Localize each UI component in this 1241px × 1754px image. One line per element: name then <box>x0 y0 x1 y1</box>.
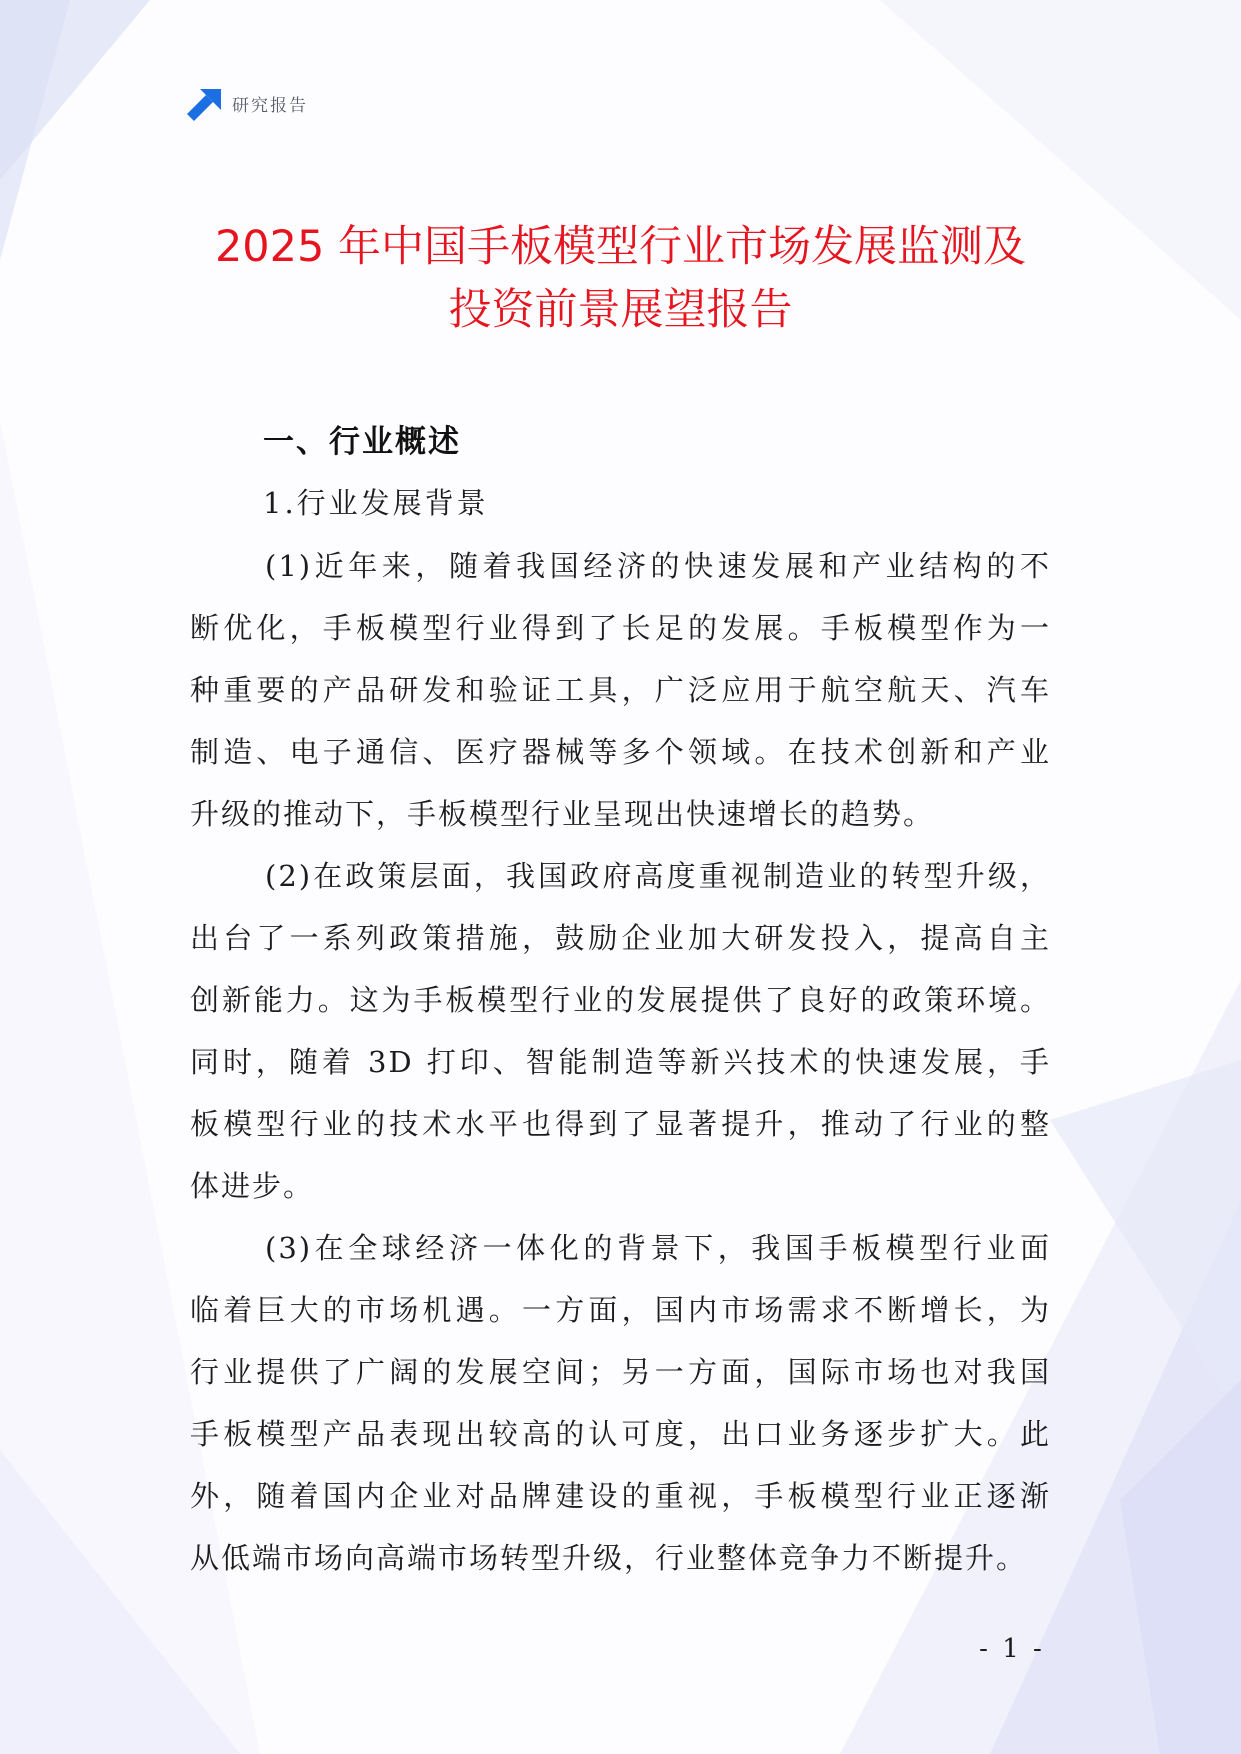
body-text <box>190 535 1051 1589</box>
paragraph-line: 手板模型产品表现出较高的认可度，出口业务逐步扩大。此 <box>190 1417 1051 1451</box>
paragraph-line: 升级的推动下，手板模型行业呈现出快速增长的趋势。 <box>190 797 935 831</box>
report-label: 研究报告 <box>232 96 308 116</box>
section-heading: 一、行业概述 <box>263 424 461 460</box>
paragraph <box>190 535 1051 845</box>
paragraph-line: 制造、电子通信、医疗器械等多个领域。在技术创新和产业 <box>190 735 1051 769</box>
paragraph-line: 临着巨大的市场机遇。一方面，国内市场需求不断增长，为 <box>190 1293 1051 1327</box>
page-number: - 1 - <box>979 1634 1045 1664</box>
paragraph-line: 出台了一系列政策措施，鼓励企业加大研发投入，提高自主 <box>190 921 1051 955</box>
paragraph <box>190 845 1051 1217</box>
paragraph-line: 断优化，手板模型行业得到了长足的发展。手板模型作为一 <box>190 611 1051 645</box>
paragraph-line: 板模型行业的技术水平也得到了显著提升，推动了行业的整 <box>190 1107 1051 1141</box>
document-title <box>0 216 1241 342</box>
title-line: 投资前景展望报告 <box>448 285 793 335</box>
paragraph-line: 创新能力。这为手板模型行业的发展提供了良好的政策环境。 <box>190 983 1051 1017</box>
paragraph-line: 从低端市场向高端市场转型升级，行业整体竞争力不断提升。 <box>190 1541 1028 1575</box>
paragraph-line: 行业提供了广阔的发展空间；另一方面，国际市场也对我国 <box>190 1355 1051 1389</box>
paragraph-line: (1)近年来，随着我国经济的快速发展和产业结构的不 <box>265 549 1051 583</box>
title-line: 2025 年中国手板模型行业市场发展监测及 <box>214 222 1027 272</box>
paragraph-line: 同时，随着 3D 打印、智能制造等新兴技术的快速发展，手 <box>190 1045 1051 1079</box>
paragraph-line: (2)在政策层面，我国政府高度重视制造业的转型升级， <box>265 859 1051 893</box>
paragraph-line: 种重要的产品研发和验证工具，广泛应用于航空航天、汽车 <box>190 673 1051 707</box>
paragraph-line: (3)在全球经济一体化的背景下，我国手板模型行业面 <box>265 1231 1051 1265</box>
arrow-up-right-icon <box>187 89 221 121</box>
paragraph-line: 外，随着国内企业对品牌建设的重视，手板模型行业正逐渐 <box>190 1479 1051 1513</box>
paragraph-line: 体进步。 <box>190 1169 315 1203</box>
paragraph <box>190 1217 1051 1589</box>
section-subheading: 1.行业发展背景 <box>263 486 489 520</box>
